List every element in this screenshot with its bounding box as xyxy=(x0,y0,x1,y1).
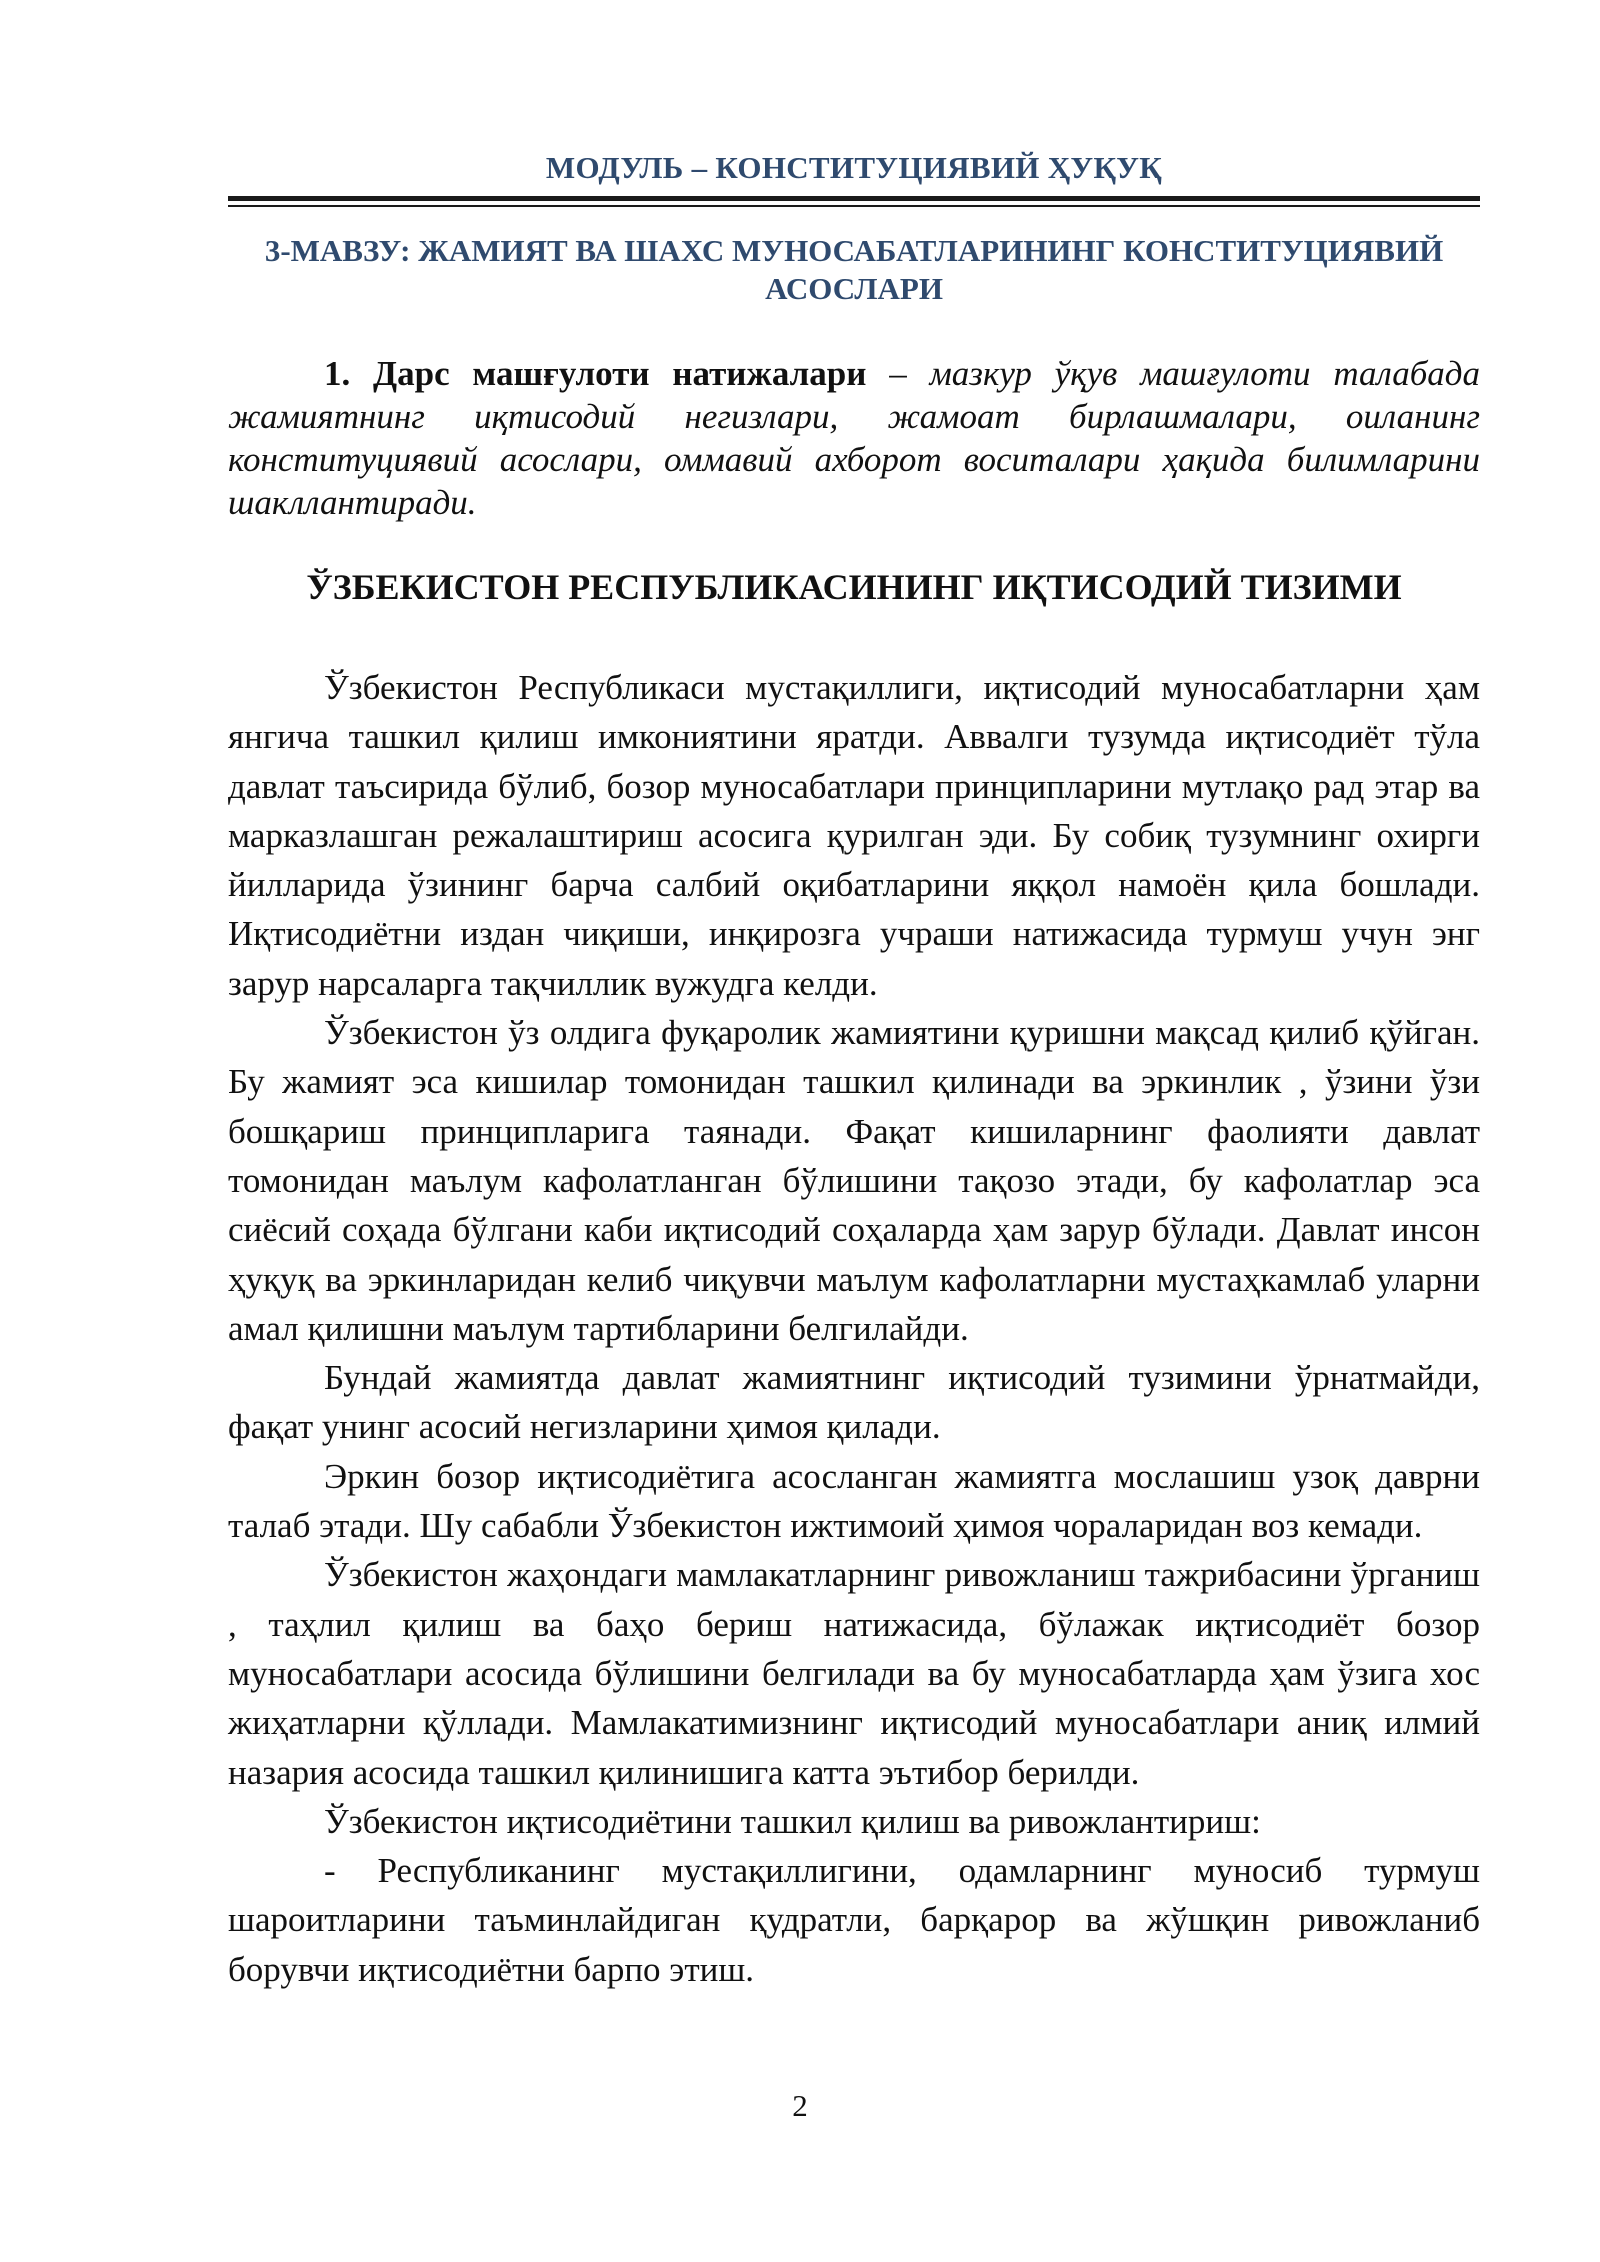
module-header-title: МОДУЛЬ – КОНСТИТУЦИЯВИЙ ҲУҚУҚ xyxy=(545,150,1163,185)
body-paragraph-2: Ўзбекистон ўз олдига фуқаролик жамиятини қуришни мақсад қилиб қўйган. Бу жамият эса кишилар томонидан ташкил қилинади ва эркинлик , ўзини ўзи бошқариш принципларига таянади. Фақат кишиларнинг фаолияти давлат томонидан маълум кафолатланган бўлишини тақозо этади, бу кафолатлар эса сиёсий соҳада бўлгани каби иқтисодий соҳаларда ҳам зарур бўлади. Давлат инсон ҳуқуқ ва эркинларидан келиб чиқувчи маълум кафолатларни мустаҳкамлаб уларни амал қилишни маълум тартибларини белгилайди. xyxy=(228,1013,1480,1348)
lesson-outcomes-dash: – xyxy=(866,354,930,393)
topic-title-line-1: 3-МАВЗУ: ЖАМИЯТ ВА ШАХС МУНОСАБАТЛАРИНИНГ КОНСТИТУЦИЯВИЙ xyxy=(264,233,1444,268)
body-paragraph-6: Ўзбекистон иқтисодиётини ташкил қилиш ва ривожлантириш: xyxy=(324,1801,1261,1841)
section-heading: ЎЗБЕКИСТОН РЕСПУБЛИКАСИНИНГ ИҚТИСОДИЙ ТИЗИМИ xyxy=(306,567,1402,607)
header-divider-thick xyxy=(228,196,1480,201)
body-paragraph-4: Эркин бозор иқтисодиётига асосланган жамиятга мослашиш узоқ даврни талаб этади. Шу сабабли Ўзбекистон ижтимоий ҳимоя чораларидан воз кемади. xyxy=(228,1456,1480,1546)
topic-title xyxy=(228,232,1480,308)
body-paragraph-3: Бундай жамиятда давлат жамиятнинг иқтисодий тузимини ўрнатмайди, фақат унинг асосий негизларини ҳимоя қилади. xyxy=(228,1358,1480,1447)
lesson-outcomes-paragraph xyxy=(228,352,1480,524)
lesson-outcomes-lead: 1. Дарс машғулоти натижалари xyxy=(324,354,867,393)
header-divider-thin xyxy=(228,205,1480,207)
page-number: 2 xyxy=(792,2088,808,2123)
body-paragraph-5: Ўзбекистон жаҳондаги мамлакатларнинг ривожланиш тажрибасини ўрганиш , таҳлил қилиш ва баҳо бериш натижасида, бўлажак иқтисодиёт бозор муносабатлари асосида бўлишини белгилади ва бу муносабатларда ҳам ўзига хос жиҳатларни қўллади. Мамлакатимизнинг иқтисодий муносабатлари аниқ илмий назария асосида ташкил қилинишига катта эътибор берилди. xyxy=(228,1555,1480,1792)
body-text xyxy=(228,663,1480,1994)
body-paragraph-1: Ўзбекистон Республикаси мустақиллиги, иқтисодий муносабатларни ҳам янгича ташкил қилиш имкониятини яратди. Аввалги тузумда иқтисодиёт тўла давлат таъсирида бўлиб, бозор муносабатлари принципларини мутлақо рад этар ва марказлашган режалаштириш асосига қурилган эди. Бу собиқ тузумнинг охирги йилларида ўзининг барча салбий оқибатларини яққол намоён қила бошлади. Иқтисодиётни издан чиқиши, инқирозга учраши натижасида турмуш учун энг зарур нарсаларга тақчиллик вужудга келди. xyxy=(228,668,1480,1003)
lesson-outcomes-description: мазкур ўқув машғулоти талабада жамиятнинг иқтисодий негизлари, жамоат бирлашмалари, оиланинг конституциявий асослари, оммавий ахборот воситалари ҳақида билимларини шакллантиради. xyxy=(228,354,1481,522)
body-paragraph-7: - Республиканинг мустақиллигини, одамларнинг муносиб турмуш шароитларини таъминлайдиган қудратли, барқарор ва жўшқин ривожланиб борувчи иқтисодиётни барпо этиш. xyxy=(228,1851,1480,1989)
topic-title-line-2: АСОСЛАРИ xyxy=(765,271,943,306)
